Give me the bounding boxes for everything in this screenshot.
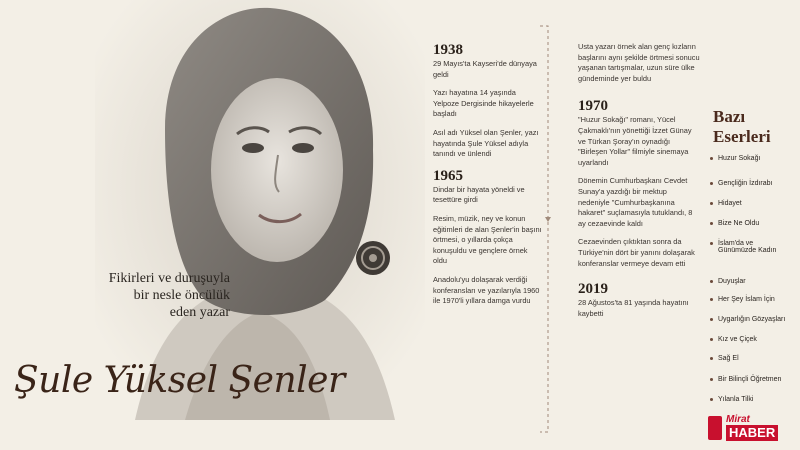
timeline-column-1 [433, 42, 543, 315]
author-name: Şule Yüksel Şenler [14, 360, 345, 401]
bullet-icon [710, 318, 713, 321]
tagline [80, 270, 230, 321]
logo-mark-icon [708, 416, 722, 440]
bullet-icon [710, 202, 713, 205]
event-text: 29 Mayıs'ta Kayseri'de dünyaya geldi [433, 59, 537, 79]
work-item [710, 278, 746, 285]
logo-top-text: Mirat [726, 414, 750, 425]
portrait-image [95, 0, 425, 420]
work-item [710, 240, 776, 254]
work-title: Bize Ne Oldu [718, 220, 760, 227]
work-title: Hidayet [718, 200, 742, 207]
bullet-icon [710, 157, 713, 160]
work-title: Yılanla Tilki [718, 396, 754, 403]
event-text: Yazı hayatına 14 yaşında Yelpoze Dergisinde hikayelerle başladı [433, 88, 534, 119]
work-title: Huzur Sokağı [718, 155, 761, 162]
mirat-haber-logo [708, 414, 798, 444]
bullet-icon [710, 280, 713, 283]
bullet-icon [710, 357, 713, 360]
work-item [710, 316, 785, 323]
event-text: Asıl adı Yüksel olan Şenler, yazı hayatında Şule Yüksel adıyla tanındı ve ünlendi [433, 127, 539, 159]
works-title [713, 107, 771, 147]
event-text: Dindar bir hayata yöneldi ve tesettüre girdi [433, 184, 525, 205]
event-text: Usta yazarı örnek alan genç kızların başlarını aynı şekilde örtmesi sonucu yaşanan tartışmalar, uzun süre ülke gündeminde yer buldu [578, 42, 700, 83]
event-text: "Huzur Sokağı" romanı, Yücel Çakmaklı'nın yönettiği İzzet Günay ve Türkan Şoray'ın oynadığı "Birleşen Yollar" filmiyle sinemaya uyarlandı [578, 115, 692, 167]
bullet-icon [710, 182, 713, 185]
bullet-icon [710, 398, 713, 401]
work-title: Günümüzde Kadın [718, 247, 777, 255]
works-title-line1: Bazı [713, 107, 746, 126]
event-text: Anadolu'yu dolaşarak verdiği konferansları ve yazılarıyla 1960 ile 1970'li yıllara damga vurdu [433, 274, 540, 306]
year-2019: 2019 [578, 281, 608, 298]
work-title: İslam'da ve [718, 240, 754, 247]
timeline-column-2 [578, 42, 700, 327]
work-item [710, 355, 739, 362]
event-text: Resim, müzik, ney ve konun eğitimleri de alan Şenler'in başını örtmesi, o yıllarda çokça konuşuldu ve gençlere örnek oldu [433, 213, 542, 266]
work-item [710, 220, 759, 227]
work-item [710, 180, 772, 187]
tagline-line2: bir nesle öncülük [133, 288, 230, 303]
work-item [710, 336, 757, 343]
bullet-icon [710, 338, 713, 341]
work-item [710, 296, 775, 303]
work-item [710, 155, 760, 162]
logo-bottom-text: HABER [726, 425, 778, 441]
work-title: Uygarlığın Gözyaşları [718, 316, 786, 323]
works-panel [702, 0, 800, 450]
work-item [710, 200, 742, 207]
year-1938: 1938 [433, 42, 463, 58]
year-1965: 1965 [433, 167, 463, 184]
event-text: 28 Ağustos'ta 81 yaşında hayatını kaybetti [578, 298, 689, 318]
work-title: Her Şey İslam İçin [718, 296, 775, 303]
year-1970: 1970 [578, 98, 608, 115]
bullet-icon [710, 298, 713, 301]
work-title: Gençliğin İzdırabı [718, 180, 773, 187]
event-text: Cezaevinden çıktıktan sonra da Türkiye'nin dört bir yanını dolaşarak konferanslar vermeye devam etti [578, 237, 695, 268]
work-title: Duyuşlar [718, 278, 746, 285]
bullet-icon [710, 378, 713, 381]
event-text: Dönemin Cumhurbaşkanı Cevdet Sunay'a yazdığı bir mektup nedeniyle "Cumhurbaşkanına hakaret" suçlamasıyla tutuklandı, 8 ay cezaevinde kaldı [578, 176, 693, 228]
work-item [710, 376, 781, 383]
work-item [710, 396, 753, 403]
tagline-line1: Fikirleri ve duruşuyla [108, 271, 230, 286]
work-title: Kız ve Çiçek [718, 336, 757, 343]
bullet-icon [710, 242, 713, 245]
tagline-line3: eden yazar [169, 305, 230, 320]
work-title: Bir Bilinçli Öğretmen [718, 376, 782, 383]
works-title-line2: Eserleri [713, 127, 771, 146]
work-title: Sağ El [718, 355, 739, 362]
bullet-icon [710, 222, 713, 225]
